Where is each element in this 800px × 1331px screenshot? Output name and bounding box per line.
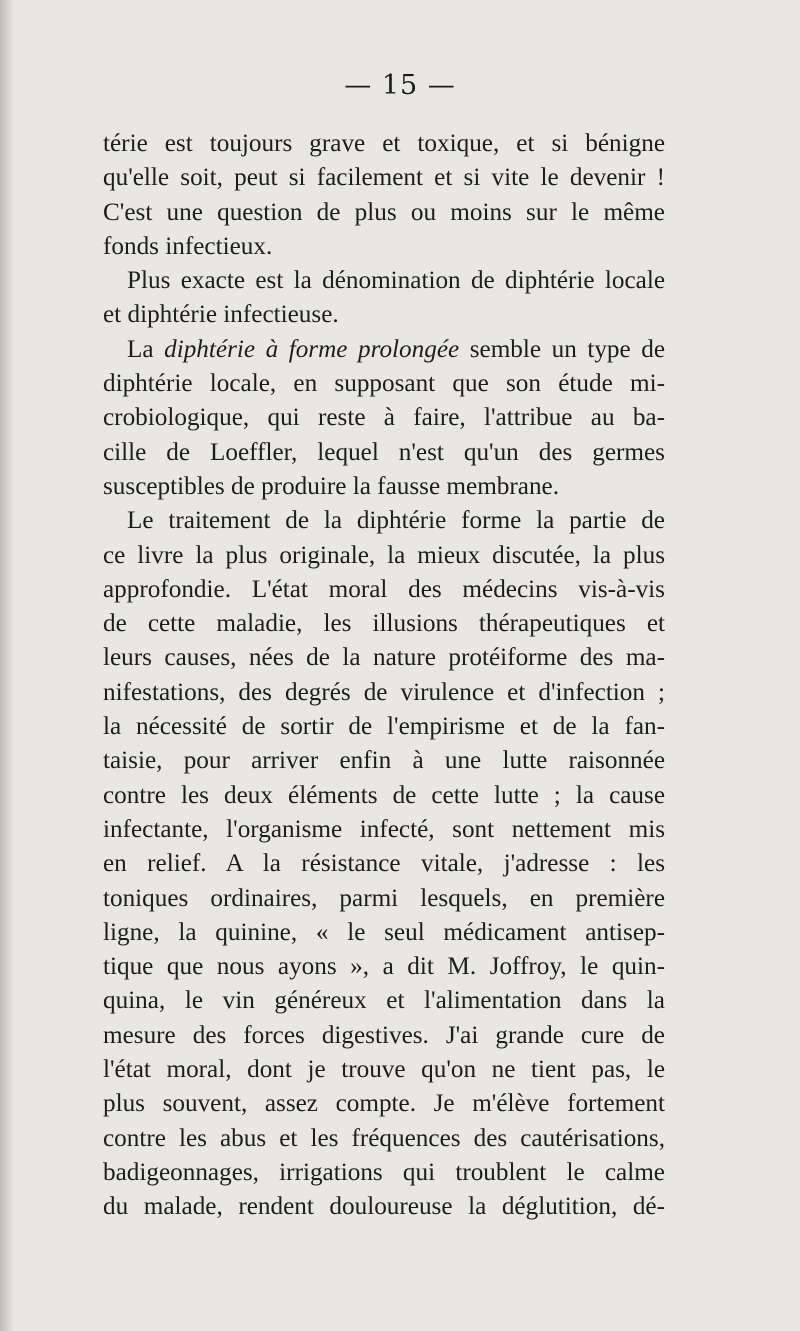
page-edge-shadow [0,0,14,1331]
text-line: de cette maladie, les illusions thérapeutiques et [103,610,665,638]
text-line: crobiologique, qui reste à faire, l'attribue au ba- [103,404,665,432]
text-line: diphtérie locale, en supposant que son étude mi- [103,370,665,398]
page-number-header: — 15 — [344,70,456,101]
text-line: l'état moral, dont je trouve qu'on ne tient pas, le [103,1056,665,1084]
text-line: Le traitement de la diphtérie forme la partie de [127,507,665,535]
text-line: et diphtérie infectieuse. [103,301,339,329]
text-line: tique que nous ayons », a dit M. Joffroy, le quin- [103,953,665,981]
text-segment: semble un type de [459,335,665,363]
text-line: contre les abus et les fréquences des cautérisations, [103,1124,665,1152]
text-line: plus souvent, assez compte. Je m'élève fortement [103,1090,665,1118]
text-line: leurs causes, nées de la nature protéiforme des ma- [103,644,665,672]
italic-term: diphtérie à forme prolongée [164,335,460,363]
text-line: susceptibles de produire la fausse membrane. [103,472,560,500]
text-line: mesure des forces digestives. J'ai grande cure de [103,1021,665,1049]
text-line: badigeonnages, irrigations qui troublent le calme [103,1158,665,1186]
text-line: quina, le vin généreux et l'alimentation dans la [103,987,665,1015]
text-line: Plus exacte est la dénomination de diphtérie locale [127,267,665,295]
text-line: taisie, pour arriver enfin à une lutte raisonnée [103,747,665,775]
text-line: térie est toujours grave et toxique, et si bénigne [103,130,665,157]
text-line: qu'elle soit, peut si facilement et si vite le devenir ! [103,164,665,192]
text-segment: La [127,335,165,363]
text-line: fonds infectieux. [103,232,273,260]
text-line: approfondie. L'état moral des médecins vis-à-vis [103,575,665,603]
text-line: en relief. A la résistance vitale, j'adresse : les [103,850,665,878]
text-line: toniques ordinaires, parmi lesquels, en première [103,884,665,912]
text-line: C'est une question de plus ou moins sur le même [103,198,665,226]
text-line: contre les deux éléments de cette lutte ; la cause [103,781,665,809]
text-line: cille de Loeffler, lequel n'est qu'un des germes [103,438,665,466]
text-line: nifestations, des degrés de virulence et d'infection ; [103,678,665,706]
body-text [103,127,665,1225]
text-line: ligne, la quinine, « le seul médicament antisep- [103,918,665,946]
text-line: infectante, l'organisme infecté, sont nettement mis [103,815,665,843]
text-line-mixed [103,333,665,367]
text-line: la nécessité de sortir de l'empirisme et de la fan- [103,713,665,741]
text-line: ce livre la plus originale, la mieux discutée, la plus [103,541,665,569]
text-line: du malade, rendent douloureuse la déglutition, dé- [103,1193,665,1221]
